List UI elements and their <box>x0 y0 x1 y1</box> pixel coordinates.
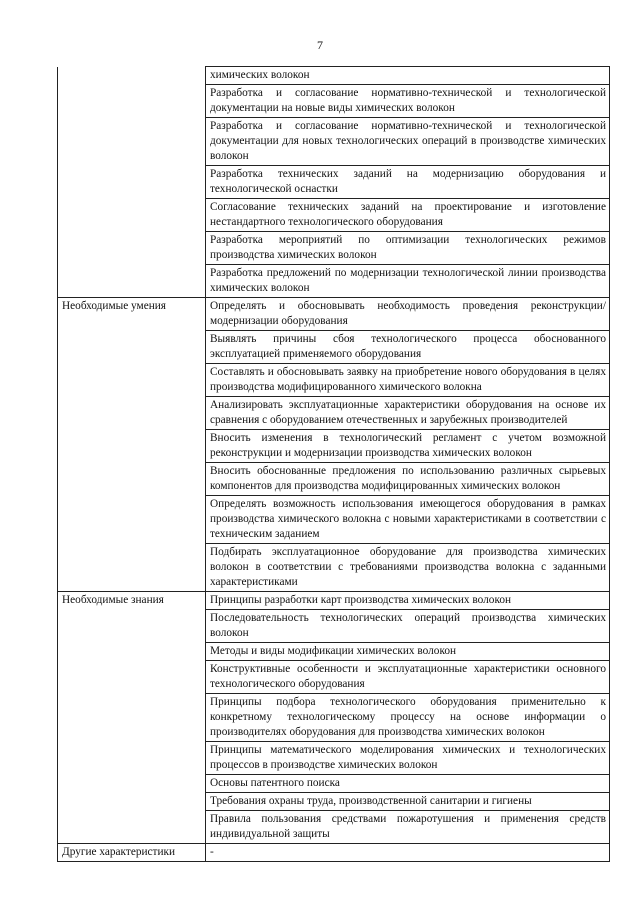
row-item: Вносить обоснованные предложения по использованию различных сырьевых компонентов для производства модифицированных химических волокон <box>206 463 610 496</box>
page-number: 7 <box>317 38 323 52</box>
row-item: Требования охраны труда, производственной санитарии и гигиены <box>206 793 610 811</box>
row-item: Вносить изменения в технологический регламент с учетом возможной реконструкции и модернизации производства химических волокон <box>206 430 610 463</box>
row-item: Подбирать эксплуатационное оборудование для производства химических волокон в соответствии с требованиями производства волокна с заданными характеристиками <box>206 544 610 592</box>
table-row <box>58 592 610 610</box>
row-label: Необходимые знания <box>58 592 206 844</box>
row-label: Другие характеристики <box>58 844 206 862</box>
row-label: Необходимые умения <box>58 298 206 592</box>
row-item: Разработка технических заданий на модернизацию оборудования и технологической оснастки <box>206 166 610 199</box>
row-item: Разработка предложений по модернизации технологической линии производства химических волокон <box>206 265 610 298</box>
table-row <box>58 298 610 331</box>
row-item: Разработка и согласование нормативно-технической и технологической документации на новые виды химических волокон <box>206 85 610 118</box>
row-item: Последовательность технологических операций производства химических волокон <box>206 610 610 643</box>
row-item: Принципы математического моделирования химических и технологических процессов в производстве химических волокон <box>206 742 610 775</box>
row-item: химических волокон <box>206 67 610 85</box>
characteristics-table <box>57 66 610 862</box>
row-item: Разработка мероприятий по оптимизации технологических режимов производства химических волокон <box>206 232 610 265</box>
row-item: Методы и виды модификации химических волокон <box>206 643 610 661</box>
row-item: Конструктивные особенности и эксплуатационные характеристики основного технологического оборудования <box>206 661 610 694</box>
row-item: Принципы подбора технологического оборудования применительно к конкретному технологическому процессу на основе информации о производителях оборудования для производства химических волокон <box>206 694 610 742</box>
row-item: Правила пользования средствами пожаротушения и применения средств индивидуальной защиты <box>206 811 610 844</box>
row-item: Анализировать эксплуатационные характеристики оборудования на основе их сравнения с оборудованием отечественных и зарубежных производителей <box>206 397 610 430</box>
row-item: - <box>206 844 610 862</box>
row-item: Определять и обосновывать необходимость проведения реконструкции/модернизации оборудования <box>206 298 610 331</box>
row-item: Принципы разработки карт производства химических волокон <box>206 592 610 610</box>
row-item: Разработка и согласование нормативно-технической и технологической документации для новых технологических операций в производстве химических волокон <box>206 118 610 166</box>
row-item: Составлять и обосновывать заявку на приобретение нового оборудования в целях производства модифицированного химического волокна <box>206 364 610 397</box>
row-label <box>58 67 206 298</box>
row-item: Выявлять причины сбоя технологического процесса обоснованного эксплуатацией применяемого оборудования <box>206 331 610 364</box>
row-item: Согласование технических заданий на проектирование и изготовление нестандартного технологического оборудования <box>206 199 610 232</box>
table-row <box>58 844 610 862</box>
row-item: Определять возможность использования имеющегося оборудования в рамках производства химического волокна с новыми характеристиками в соответствии с техническим заданием <box>206 496 610 544</box>
row-item: Основы патентного поиска <box>206 775 610 793</box>
table-row <box>58 67 610 85</box>
